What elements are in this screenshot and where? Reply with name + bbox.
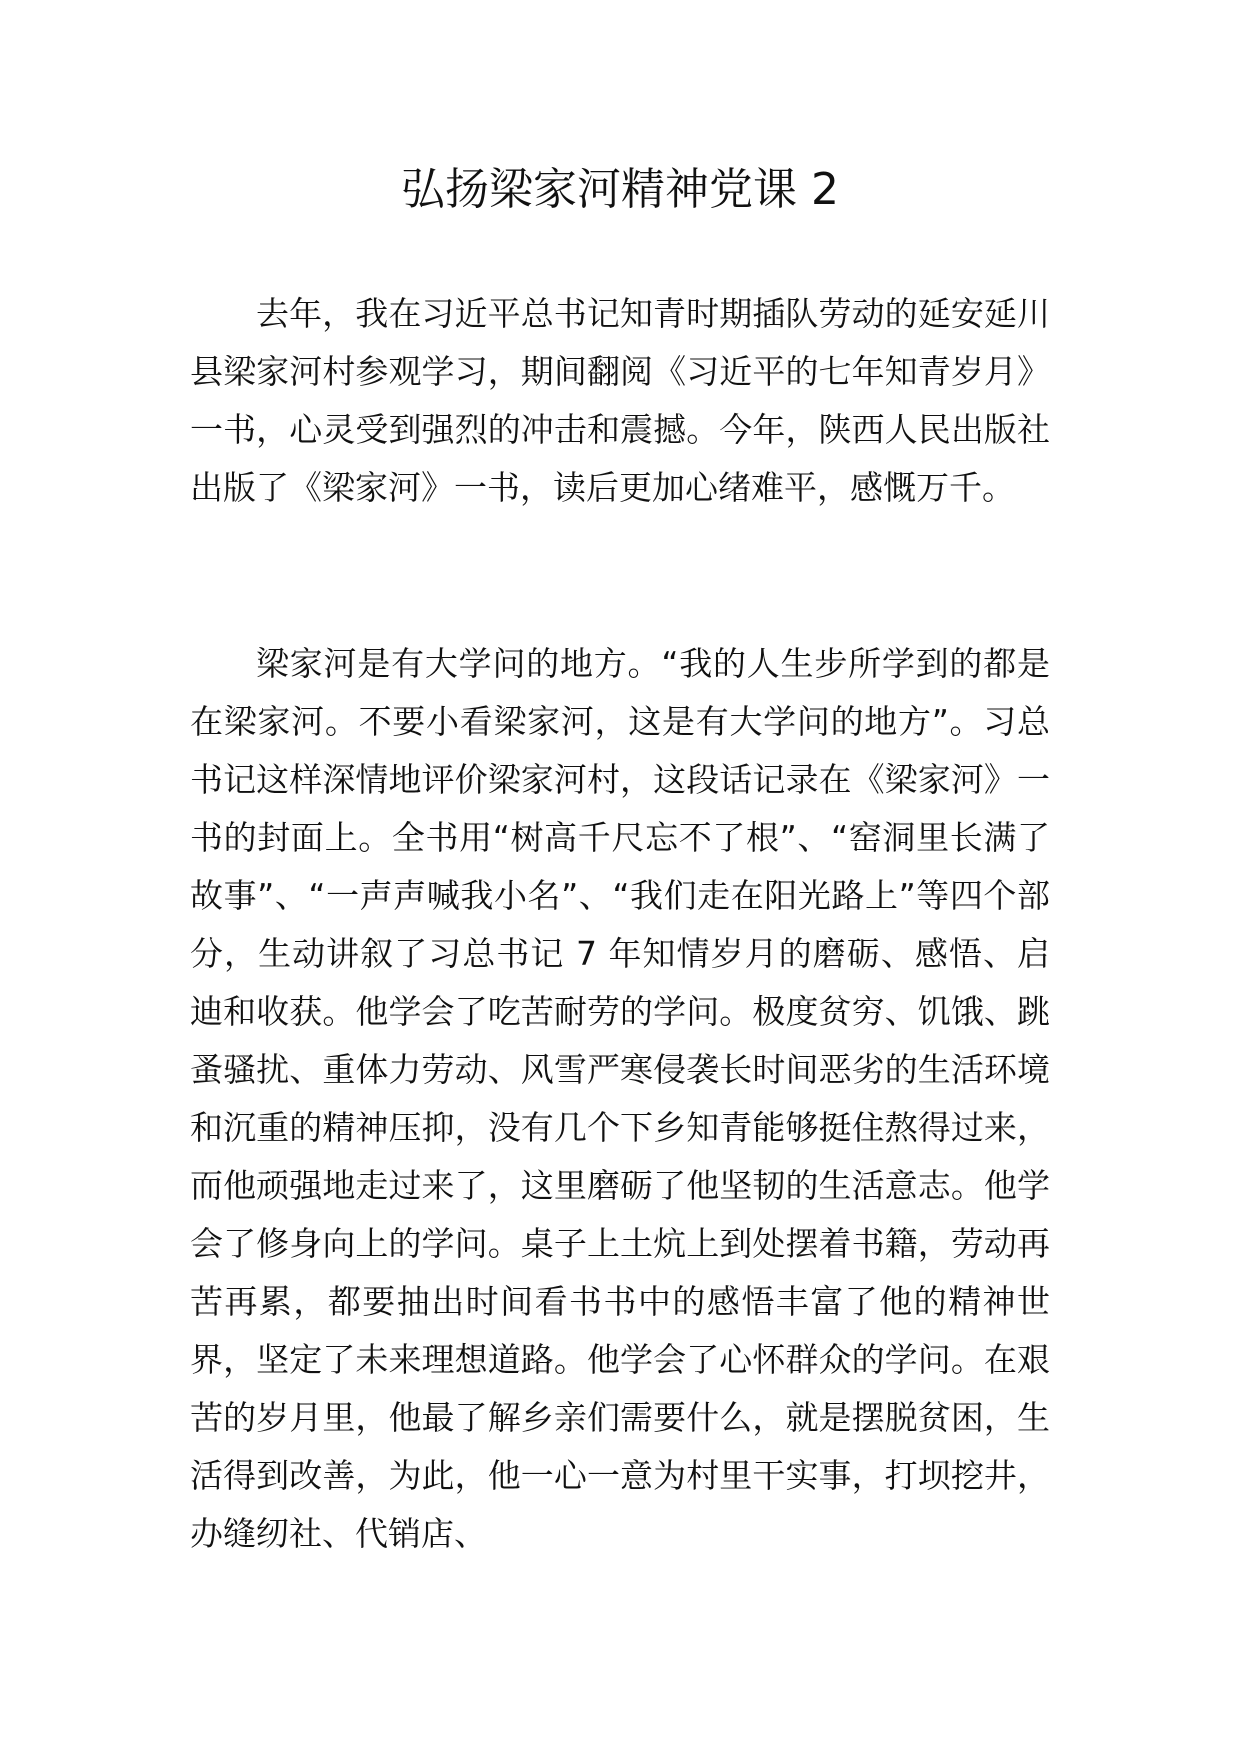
paragraph-1: 去年，我在习近平总书记知青时期插队劳动的延安延川县梁家河村参观学习，期间翻阅《习近平的七年知青岁月》一书，心灵受到强烈的冲击和震撼。今年，陕西人民出版社出版了《梁家河》一书，读后更加心绪难平，感慨万千。 bbox=[190, 294, 1050, 507]
document-title: 弘扬梁家河精神党课 2 bbox=[401, 164, 839, 215]
paragraph-2: 梁家河是有大学问的地方。“我的人生步所学到的都是在梁家河。不要小看梁家河，这是有大学问的地方”。习总书记这样深情地评价梁家河村，这段话记录在《梁家河》一书的封面上。全书用“树高千尺忘不了根”、“窑洞里长满了故事”、“一声声喊我小名”、“我们走在阳光路上”等四个部分，生动讲叙了习总书记 7 年知情岁月的磨砺、感悟、启迪和收获。他学会了吃苦耐劳的学问。极度贫穷、饥饿、跳蚤骚扰、重体力劳动、风雪严寒侵袭长时间恶劣的生活环境和沉重的精神压抑，没有几个下乡知青能够挺住熬得过来，而他顽强地走过来了，这里磨砺了他坚韧的生活意志。他学会了修身向上的学问。桌子上土炕上到处摆着书籍，劳动再苦再累，都要抽出时间看书书中的感悟丰富了他的精神世界，坚定了未来理想道路。他学会了心怀群众的学问。在艰苦的岁月里，他最了解乡亲们需要什么，就是摆脱贫困，生活得到改善，为此，他一心一意为村里干实事，打坝挖井，办缝纫社、代销店、 bbox=[190, 644, 1050, 1553]
